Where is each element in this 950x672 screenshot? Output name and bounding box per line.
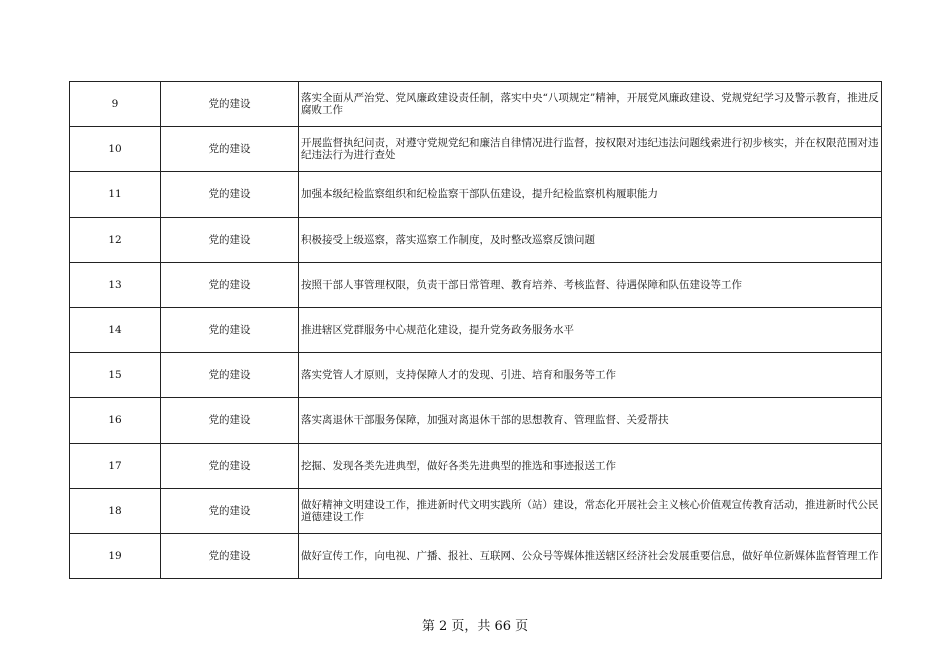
table-row bbox=[70, 172, 882, 217]
table-row bbox=[70, 488, 882, 533]
row-category: 党的建设 bbox=[161, 488, 299, 533]
row-category: 党的建设 bbox=[161, 82, 299, 127]
row-description: 落实全面从严治党、党风廉政建设责任制，落实中央“八项规定”精神，开展党风廉政建设、党规党纪学习及警示教育，推进反腐败工作 bbox=[299, 82, 882, 127]
table-row bbox=[70, 262, 882, 307]
row-description: 开展监督执纪问责，对遵守党规党纪和廉洁自律情况进行监督，按权限对违纪违法问题线索进行初步核实，并在权限范围对违纪违法行为进行查处 bbox=[299, 127, 882, 172]
row-category: 党的建设 bbox=[161, 443, 299, 488]
page-footer: 第 2 页，共 66 页 bbox=[421, 619, 529, 634]
table-row bbox=[70, 443, 882, 488]
row-category: 党的建设 bbox=[161, 262, 299, 307]
table-row bbox=[70, 82, 882, 127]
table-row bbox=[70, 398, 882, 443]
table-row bbox=[70, 533, 882, 578]
row-category: 党的建设 bbox=[161, 127, 299, 172]
row-number: 16 bbox=[70, 398, 161, 443]
table-body bbox=[70, 82, 882, 579]
table-row bbox=[70, 127, 882, 172]
row-number: 10 bbox=[70, 127, 161, 172]
row-description: 做好精神文明建设工作，推进新时代文明实践所（站）建设，常态化开展社会主义核心价值观宣传教育活动，推进新时代公民道德建设工作 bbox=[299, 488, 882, 533]
row-category: 党的建设 bbox=[161, 398, 299, 443]
row-category: 党的建设 bbox=[161, 353, 299, 398]
row-number: 12 bbox=[70, 217, 161, 262]
row-category: 党的建设 bbox=[161, 307, 299, 352]
row-description: 挖掘、发现各类先进典型，做好各类先进典型的推选和事迹报送工作 bbox=[299, 443, 882, 488]
row-category: 党的建设 bbox=[161, 533, 299, 578]
row-number: 15 bbox=[70, 353, 161, 398]
row-description: 加强本级纪检监察组织和纪检监察干部队伍建设，提升纪检监察机构履职能力 bbox=[299, 172, 882, 217]
row-number: 18 bbox=[70, 488, 161, 533]
row-description: 做好宣传工作，向电视、广播、报社、互联网、公众号等媒体推送辖区经济社会发展重要信息，做好单位新媒体监督管理工作 bbox=[299, 533, 882, 578]
table-row bbox=[70, 307, 882, 352]
row-category: 党的建设 bbox=[161, 172, 299, 217]
row-description: 落实党管人才原则，支持保障人才的发现、引进、培育和服务等工作 bbox=[299, 353, 882, 398]
row-number: 19 bbox=[70, 533, 161, 578]
table-row bbox=[70, 353, 882, 398]
row-number: 14 bbox=[70, 307, 161, 352]
table-row bbox=[70, 217, 882, 262]
row-number: 17 bbox=[70, 443, 161, 488]
duty-table bbox=[69, 81, 882, 579]
row-description: 推进辖区党群服务中心规范化建设，提升党务政务服务水平 bbox=[299, 307, 882, 352]
row-description: 落实离退休干部服务保障，加强对离退休干部的思想教育、管理监督、关爱帮扶 bbox=[299, 398, 882, 443]
row-number: 11 bbox=[70, 172, 161, 217]
row-number: 13 bbox=[70, 262, 161, 307]
row-description: 按照干部人事管理权限，负责干部日常管理、教育培养、考核监督、待遇保障和队伍建设等工作 bbox=[299, 262, 882, 307]
row-category: 党的建设 bbox=[161, 217, 299, 262]
row-number: 9 bbox=[70, 82, 161, 127]
row-description: 积极接受上级巡察，落实巡察工作制度，及时整改巡察反馈问题 bbox=[299, 217, 882, 262]
